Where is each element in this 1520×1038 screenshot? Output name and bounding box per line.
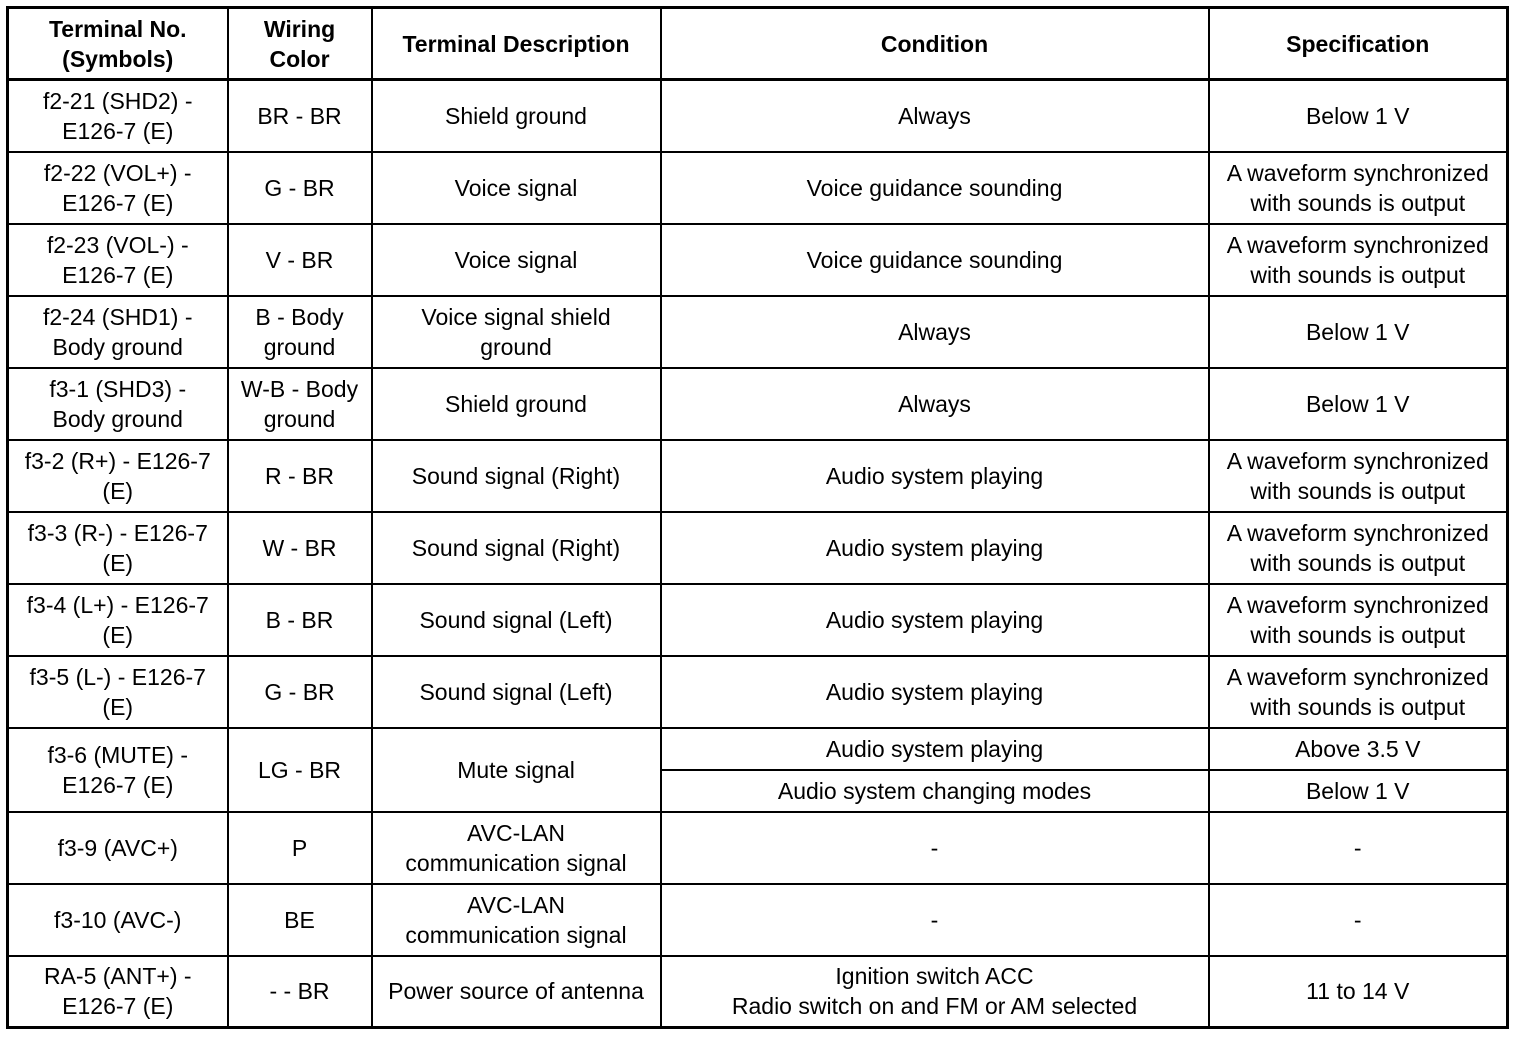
cell-wiring: LG - BR	[228, 728, 372, 812]
table-row	[8, 956, 1508, 1028]
cell-terminal: f3-3 (R-) - E126-7 (E)	[8, 512, 228, 584]
cell-specification: A waveform synchronized with sounds is output	[1209, 152, 1508, 224]
cell-specification: Below 1 V	[1209, 80, 1508, 152]
cell-terminal: f3-5 (L-) - E126-7 (E)	[8, 656, 228, 728]
cell-condition: Voice guidance sounding	[661, 152, 1209, 224]
cell-terminal: f3-1 (SHD3) - Body ground	[8, 368, 228, 440]
cell-description: Power source of antenna	[372, 956, 661, 1028]
cell-description: Voice signal	[372, 224, 661, 296]
table-row	[8, 812, 1508, 884]
cell-condition: Audio system playing	[661, 728, 1209, 770]
cell-wiring: V - BR	[228, 224, 372, 296]
table-row	[8, 80, 1508, 152]
table-row	[8, 368, 1508, 440]
cell-condition: Ignition switch ACC Radio switch on and FM or AM selected	[661, 956, 1209, 1028]
cell-description: Shield ground	[372, 368, 661, 440]
cell-condition: -	[661, 884, 1209, 956]
cell-condition: Audio system playing	[661, 656, 1209, 728]
table-row	[8, 152, 1508, 224]
cell-description: Sound signal (Right)	[372, 512, 661, 584]
cell-condition: Voice guidance sounding	[661, 224, 1209, 296]
terminal-table-container	[6, 6, 1509, 1029]
cell-wiring: BE	[228, 884, 372, 956]
cell-wiring: G - BR	[228, 152, 372, 224]
cell-description: Shield ground	[372, 80, 661, 152]
cell-terminal: f3-4 (L+) - E126-7 (E)	[8, 584, 228, 656]
cell-wiring: P	[228, 812, 372, 884]
table-row	[8, 512, 1508, 584]
cell-specification: A waveform synchronized with sounds is output	[1209, 440, 1508, 512]
cell-terminal: f2-21 (SHD2) - E126-7 (E)	[8, 80, 228, 152]
cell-terminal: f2-23 (VOL-) - E126-7 (E)	[8, 224, 228, 296]
cell-condition: -	[661, 812, 1209, 884]
cell-condition: Always	[661, 80, 1209, 152]
cell-specification: A waveform synchronized with sounds is output	[1209, 656, 1508, 728]
cell-wiring: - - BR	[228, 956, 372, 1028]
cell-description: Sound signal (Right)	[372, 440, 661, 512]
header-terminal-description: Terminal Description	[372, 8, 661, 80]
header-specification: Specification	[1209, 8, 1508, 80]
cell-condition: Audio system changing modes	[661, 770, 1209, 812]
cell-wiring: BR - BR	[228, 80, 372, 152]
header-condition: Condition	[661, 8, 1209, 80]
cell-terminal: f2-22 (VOL+) - E126-7 (E)	[8, 152, 228, 224]
cell-specification: A waveform synchronized with sounds is output	[1209, 584, 1508, 656]
cell-specification: Below 1 V	[1209, 368, 1508, 440]
cell-description: Sound signal (Left)	[372, 656, 661, 728]
cell-terminal: f3-2 (R+) - E126-7 (E)	[8, 440, 228, 512]
terminal-specification-table	[6, 6, 1509, 1029]
cell-condition: Audio system playing	[661, 512, 1209, 584]
table-row	[8, 884, 1508, 956]
cell-specification: -	[1209, 884, 1508, 956]
cell-specification: -	[1209, 812, 1508, 884]
header-wiring-color: Wiring Color	[228, 8, 372, 80]
table-row-mute	[8, 728, 1508, 770]
cell-specification: 11 to 14 V	[1209, 956, 1508, 1028]
table-row	[8, 224, 1508, 296]
cell-terminal: f3-10 (AVC-)	[8, 884, 228, 956]
cell-terminal: f3-9 (AVC+)	[8, 812, 228, 884]
cell-wiring: G - BR	[228, 656, 372, 728]
table-row	[8, 296, 1508, 368]
cell-wiring: R - BR	[228, 440, 372, 512]
cell-wiring: B - BR	[228, 584, 372, 656]
cell-terminal: RA-5 (ANT+) - E126-7 (E)	[8, 956, 228, 1028]
header-terminal: Terminal No. (Symbols)	[8, 8, 228, 80]
cell-description: Sound signal (Left)	[372, 584, 661, 656]
cell-description: Voice signal	[372, 152, 661, 224]
cell-description: AVC-LAN communication signal	[372, 884, 661, 956]
cell-wiring: W-B - Body ground	[228, 368, 372, 440]
cell-condition: Always	[661, 368, 1209, 440]
cell-wiring: W - BR	[228, 512, 372, 584]
table-row	[8, 584, 1508, 656]
cell-description: AVC-LAN communication signal	[372, 812, 661, 884]
cell-specification: Below 1 V	[1209, 770, 1508, 812]
cell-terminal: f2-24 (SHD1) - Body ground	[8, 296, 228, 368]
cell-specification: Above 3.5 V	[1209, 728, 1508, 770]
cell-terminal: f3-6 (MUTE) - E126-7 (E)	[8, 728, 228, 812]
cell-specification: A waveform synchronized with sounds is output	[1209, 224, 1508, 296]
cell-specification: A waveform synchronized with sounds is output	[1209, 512, 1508, 584]
table-row	[8, 656, 1508, 728]
cell-wiring: B - Body ground	[228, 296, 372, 368]
cell-condition: Audio system playing	[661, 440, 1209, 512]
cell-condition: Always	[661, 296, 1209, 368]
cell-description: Mute signal	[372, 728, 661, 812]
cell-specification: Below 1 V	[1209, 296, 1508, 368]
table-row	[8, 440, 1508, 512]
cell-description: Voice signal shield ground	[372, 296, 661, 368]
cell-condition: Audio system playing	[661, 584, 1209, 656]
table-header-row	[8, 8, 1508, 80]
